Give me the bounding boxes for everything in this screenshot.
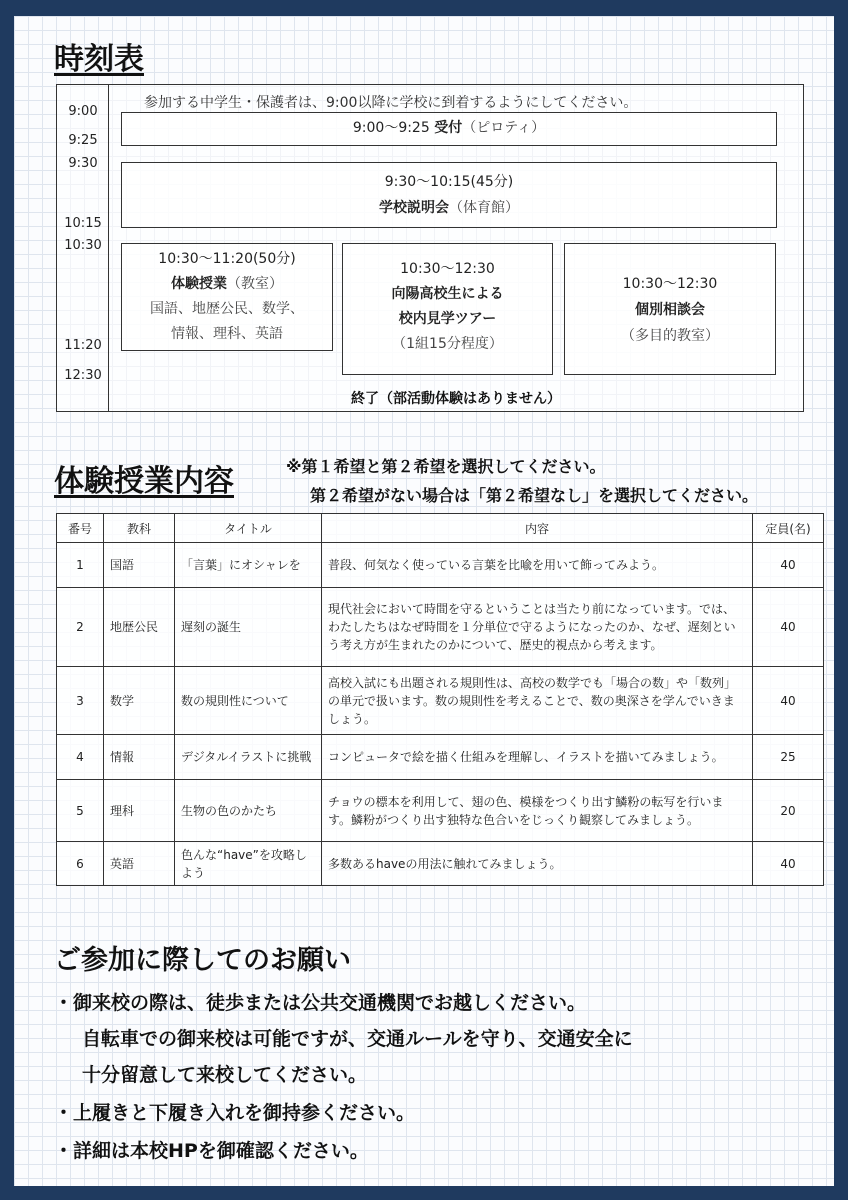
- lessons-heading: 体験授業内容: [54, 464, 234, 499]
- cell-number: 1: [57, 543, 104, 588]
- cell-title: 色んな“have”を攻略しよう: [175, 842, 322, 886]
- tour-title: 向陽高校生による: [391, 286, 504, 302]
- cell-title: 数の規則性について: [175, 667, 322, 735]
- timetable-divider: [108, 84, 109, 412]
- cell-content: 高校入試にも出題される規則性は、高校の数学でも「場合の数」や「数列」の単元で扱います。数の規則性を考えることで、数の奥深さを学んでいきましょう。: [322, 667, 753, 735]
- trial-place: （教室）: [227, 276, 283, 292]
- consult-place: （多目的教室）: [621, 328, 719, 344]
- reception-box: [121, 112, 777, 146]
- trial-subjects: 国語、地歴公民、数学、: [150, 301, 304, 317]
- table-row: [57, 588, 824, 667]
- cell-content: コンピュータで絵を描く仕組みを理解し、イラストを描いてみましょう。: [322, 735, 753, 780]
- cell-subject: 情報: [104, 735, 175, 780]
- reception-place: （ピロティ）: [462, 120, 546, 136]
- trial-title: 体験授業: [171, 276, 227, 292]
- tour-title: 校内見学ツアー: [398, 311, 497, 327]
- cell-subject: 理科: [104, 780, 175, 842]
- reception-title: 受付: [434, 120, 463, 136]
- table-row: [57, 543, 824, 588]
- request-item: ・御来校の際は、徒歩または公共交通機関でお越しください。: [54, 992, 587, 1014]
- consultation-box: [564, 243, 776, 375]
- request-item: 自転車での御来校は可能ですが、交通ルールを守り、交通安全に: [82, 1028, 633, 1050]
- end-title: 終了: [351, 391, 379, 407]
- reception-time: 9:00〜9:25: [352, 120, 430, 136]
- cell-number: 2: [57, 588, 104, 667]
- table-row: [57, 780, 824, 842]
- briefing-title: 学校説明会: [379, 200, 449, 216]
- lessons-note: 第２希望がない場合は「第２希望なし」を選択してください。: [310, 486, 759, 505]
- time-label: 9:25: [68, 133, 98, 148]
- cell-capacity: 40: [753, 842, 824, 886]
- timetable-heading: 時刻表: [54, 42, 144, 77]
- cell-content: 多数あるhaveの用法に触れてみましょう。: [322, 842, 753, 886]
- briefing-place: （体育館）: [449, 200, 519, 216]
- column-header: 定員(名): [753, 514, 824, 543]
- cell-capacity: 20: [753, 780, 824, 842]
- cell-number: 3: [57, 667, 104, 735]
- trial-subjects: 情報、理科、英語: [171, 326, 283, 342]
- briefing-box: [121, 162, 777, 228]
- lessons-note: ※第１希望と第２希望を選択してください。: [286, 457, 606, 476]
- request-item: 十分留意して来校してください。: [82, 1064, 368, 1086]
- cell-subject: 数学: [104, 667, 175, 735]
- request-item: ・詳細は本校HPを御確認ください。: [54, 1140, 369, 1162]
- cell-subject: 英語: [104, 842, 175, 886]
- cell-subject: 国語: [104, 543, 175, 588]
- cell-title: 遅刻の誕生: [175, 588, 322, 667]
- time-label: 10:15: [64, 216, 102, 231]
- table-header-row: [57, 514, 824, 543]
- cell-subject: 地歴公民: [104, 588, 175, 667]
- cell-content: 現代社会において時間を守るということは当たり前になっています。では、わたしたちはなぜ時間を１分単位で守るようになったのか、なぜ、遅刻という考え方が生まれたのかについて、歴史的視点から考えます。: [322, 588, 753, 667]
- end-note: （部活動体験はありません）: [379, 391, 561, 407]
- time-label: 9:30: [68, 156, 98, 171]
- cell-content: 普段、何気なく使っている言葉を比喩を用いて飾ってみよう。: [322, 543, 753, 588]
- consult-title: 個別相談会: [635, 302, 705, 318]
- time-label: 12:30: [64, 368, 102, 383]
- time-label: 10:30: [64, 238, 102, 253]
- cell-title: デジタルイラストに挑戦: [175, 735, 322, 780]
- column-header: 教科: [104, 514, 175, 543]
- column-header: タイトル: [175, 514, 322, 543]
- consult-time: 10:30〜12:30: [622, 276, 718, 292]
- request-item: ・上履きと下履き入れを御持参ください。: [54, 1102, 416, 1124]
- time-label: 11:20: [64, 338, 102, 353]
- table-row: [57, 842, 824, 886]
- briefing-time: 9:30〜10:15(45分): [384, 174, 514, 190]
- cell-number: 5: [57, 780, 104, 842]
- cell-capacity: 25: [753, 735, 824, 780]
- table-row: [57, 667, 824, 735]
- cell-capacity: 40: [753, 588, 824, 667]
- column-header: 番号: [57, 514, 104, 543]
- table-row: [57, 735, 824, 780]
- cell-capacity: 40: [753, 543, 824, 588]
- cell-content: チョウの標本を利用して、翅の色、模様をつくり出す鱗粉の転写を行います。鱗粉がつくり出す独特な色合いをじっくり観察してみましょう。: [322, 780, 753, 842]
- trial-lesson-box: [121, 243, 333, 351]
- timetable-intro: 参加する中学生・保護者は、9:00以降に学校に到着するようにしてください。: [144, 95, 638, 111]
- time-label: 9:00: [68, 104, 98, 119]
- requests-heading: ご参加に際してのお願い: [54, 945, 351, 976]
- cell-number: 4: [57, 735, 104, 780]
- cell-capacity: 40: [753, 667, 824, 735]
- tour-note: （1組15分程度）: [392, 336, 503, 352]
- tour-time: 10:30〜12:30: [400, 261, 495, 277]
- end-label: [110, 388, 802, 408]
- column-header: 内容: [322, 514, 753, 543]
- cell-title: 「言葉」にオシャレを: [175, 543, 322, 588]
- flyer-sheet: [14, 16, 834, 1186]
- cell-title: 生物の色のかたち: [175, 780, 322, 842]
- campus-tour-box: [342, 243, 553, 375]
- trial-time: 10:30〜11:20(50分): [158, 251, 296, 267]
- cell-number: 6: [57, 842, 104, 886]
- lessons-table: [56, 513, 824, 886]
